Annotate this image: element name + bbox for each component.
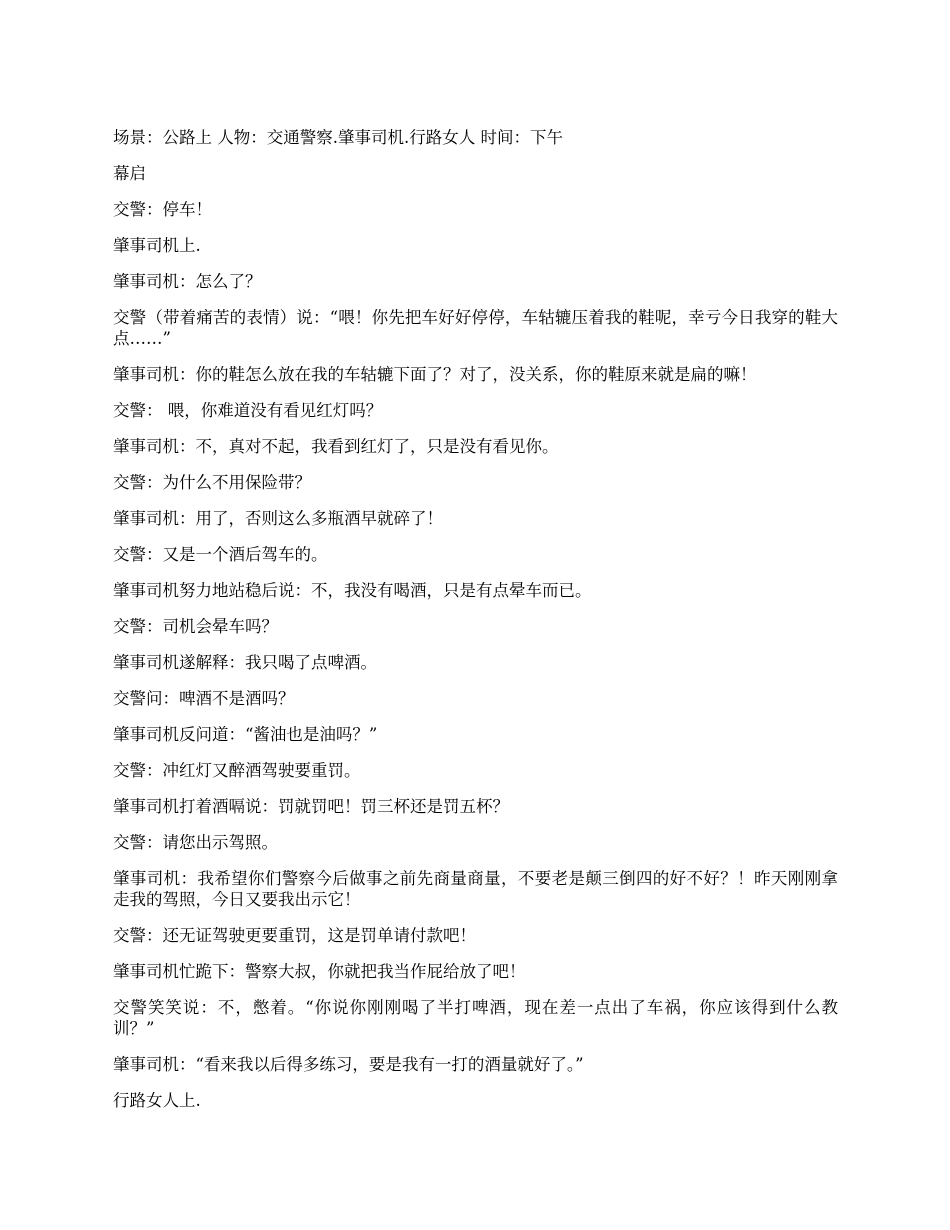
dialogue-line: 交警：为什么不用保险带？: [113, 473, 311, 492]
dialogue-line: 肇事司机努力地站稳后说：不，我没有喝酒，只是有点晕车而已。: [113, 581, 592, 600]
dialogue-line: 肇事司机：不，真对不起，我看到红灯了，只是没有看见你。: [113, 437, 559, 456]
dialogue-line: 肇事司机打着酒嗝说：罚就罚吧！罚三杯还是罚五杯？: [113, 797, 509, 816]
dialogue-line: 交警：还无证驾驶更要重罚，这是罚单请付款吧！: [113, 926, 476, 945]
stage-direction-line: 肇事司机上.: [113, 236, 201, 255]
dialogue-line: 肇事司机：我希望你们警察今后做事之前先商量商量，不要老是颠三倒四的好不好？！昨天刚刚拿走我的驾照，今日又要我出示它！: [113, 869, 838, 909]
curtain-up-line: 幕启: [113, 164, 146, 183]
dialogue-line: 交警：又是一个酒后驾车的。: [113, 545, 328, 564]
dialogue-line: 肇事司机：用了，否则这么多瓶酒早就碎了！: [113, 509, 443, 528]
dialogue-line: 交警：司机会晕车吗？: [113, 617, 278, 636]
dialogue-line: 交警：停车！: [113, 200, 212, 219]
dialogue-line: 肇事司机：怎么了？: [113, 272, 262, 291]
dialogue-line: 肇事司机忙跪下：警察大叔，你就把我当作屁给放了吧！: [113, 962, 526, 981]
scene-line: 场景：公路上 人物：交通警察.肇事司机.行路女人 时间：下午: [113, 128, 563, 147]
dialogue-line: 肇事司机遂解释：我只喝了点啤酒。: [113, 653, 377, 672]
document-body: [113, 127, 838, 1126]
dialogue-line: 肇事司机反问道：“酱油也是油吗？”: [113, 725, 378, 744]
dialogue-line: 肇事司机：你的鞋怎么放在我的车轱辘下面了？对了，没关系，你的鞋原来就是扁的嘛！: [113, 365, 757, 384]
stage-direction-line: 行路女人上.: [113, 1091, 201, 1110]
dialogue-line: 交警问：啤酒不是酒吗？: [113, 689, 295, 708]
dialogue-line: 交警：请您出示驾照。: [113, 833, 278, 852]
dialogue-line: 交警（带着痛苦的表情）说：“喂！你先把车好好停停，车轱辘压着我的鞋呢，幸亏今日我穿的鞋大点……”: [113, 308, 838, 348]
dialogue-line: 肇事司机：“看来我以后得多练习，要是我有一打的酒量就好了。”: [113, 1055, 584, 1074]
dialogue-line: 交警：冲红灯又醉酒驾驶要重罚。: [113, 761, 361, 780]
dialogue-line: 交警： 喂，你难道没有看见红灯吗？: [113, 401, 383, 420]
dialogue-line: 交警笑笑说：不，憋着。“你说你刚刚喝了半打啤酒，现在差一点出了车祸，你应该得到什么教训？”: [113, 998, 838, 1038]
